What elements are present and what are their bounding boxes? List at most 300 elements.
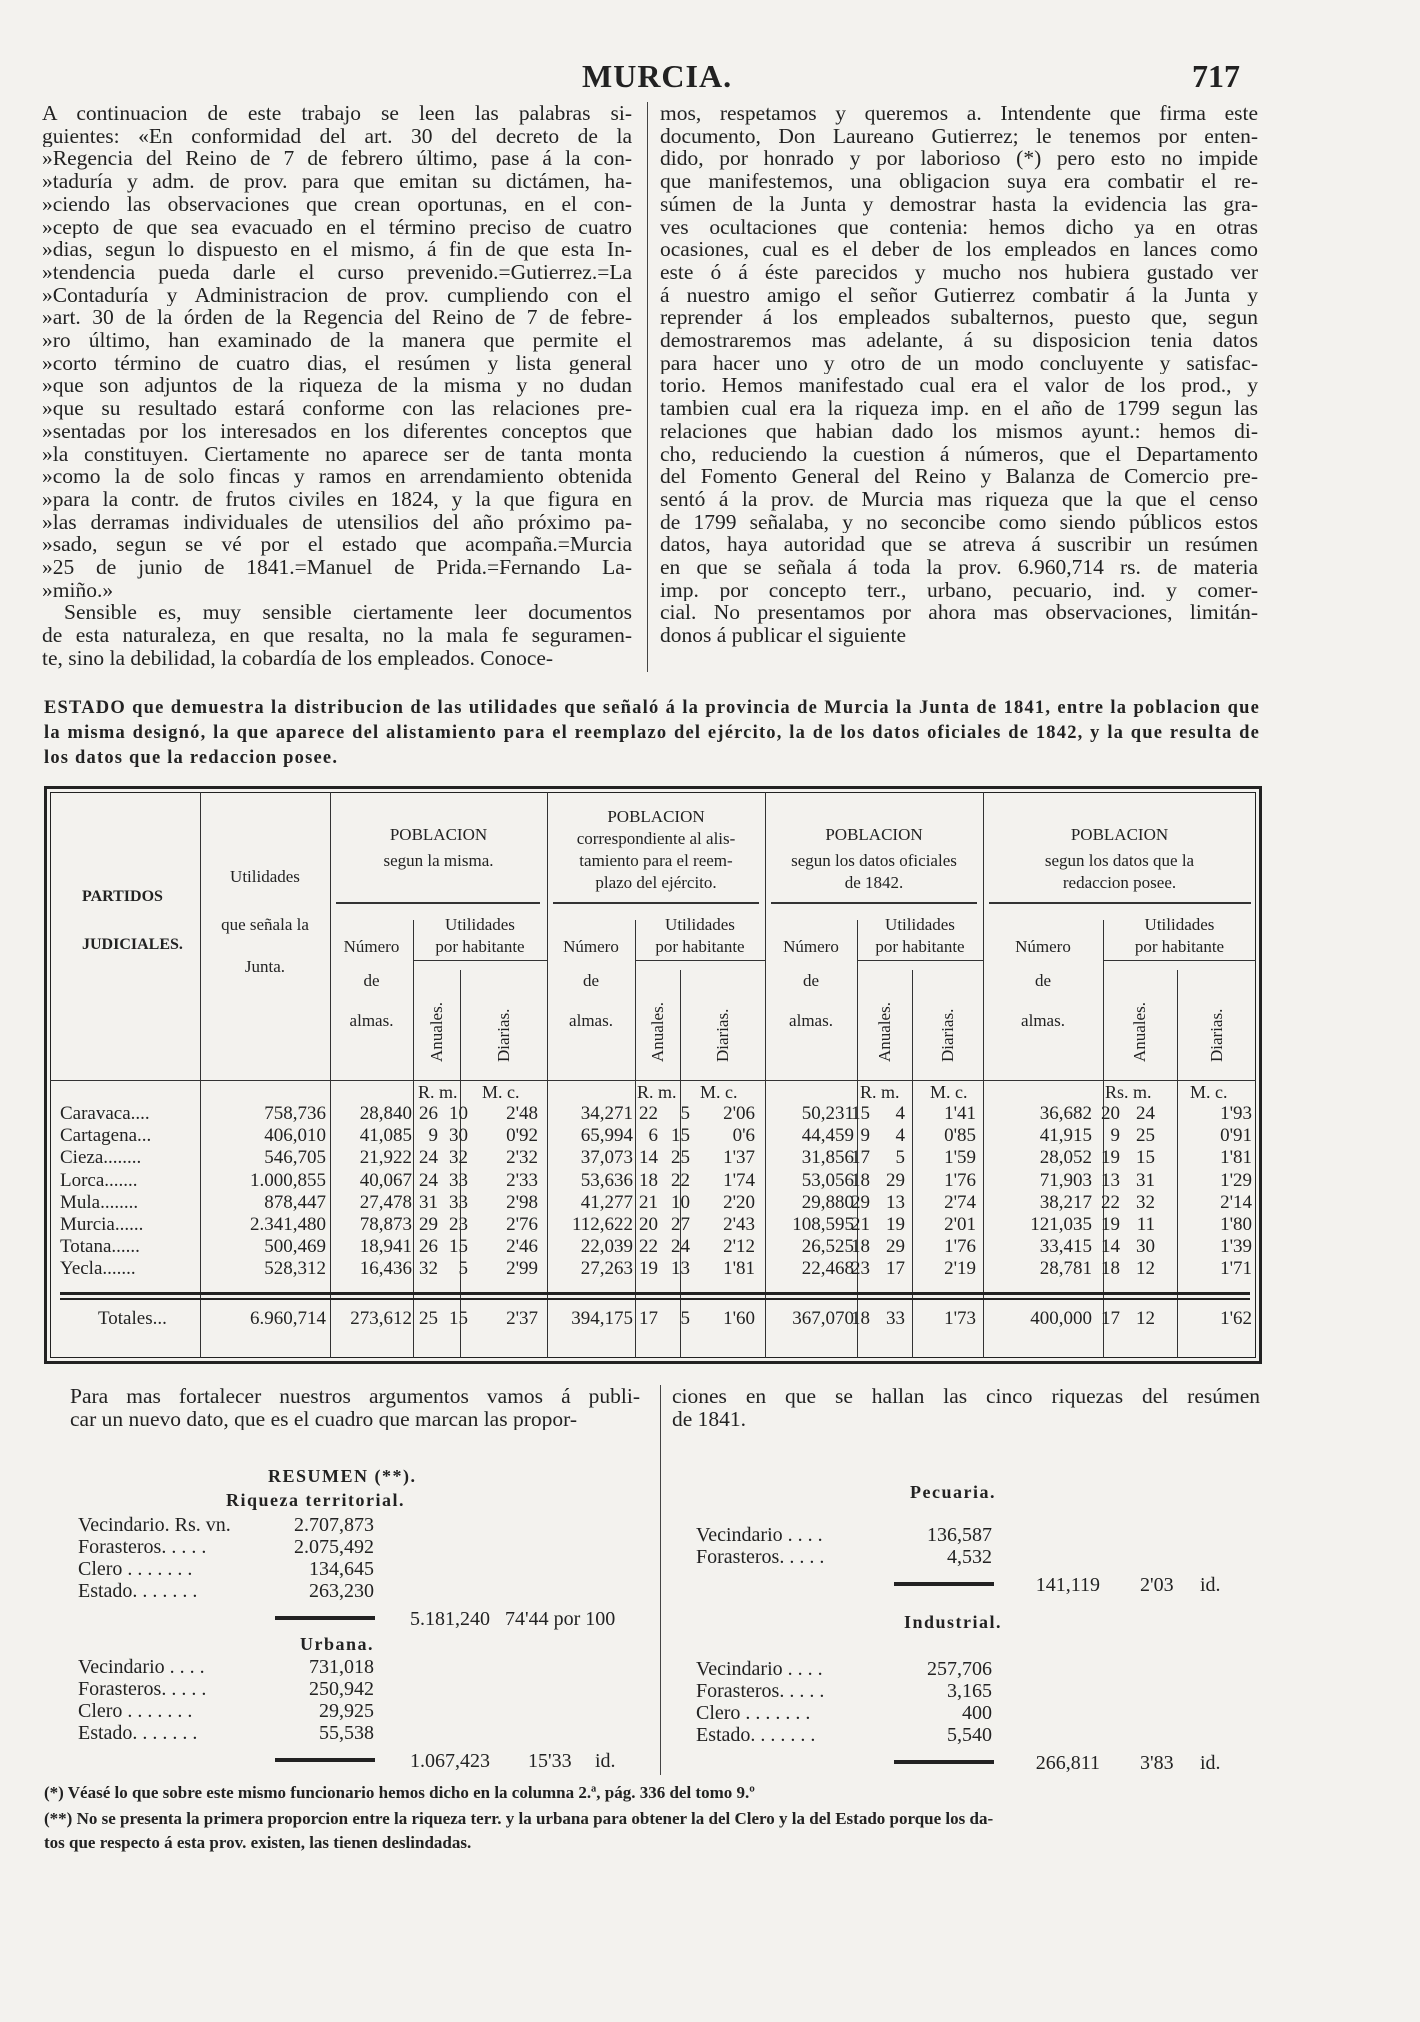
table-cell: 546,705 xyxy=(264,1147,326,1169)
table-cell: Totana...... xyxy=(60,1236,140,1258)
numero-almas-header: de xyxy=(802,971,820,990)
table-cell: 1'37 xyxy=(723,1147,755,1169)
resumen-item-label: Vecindario. Rs. vn. xyxy=(78,1514,231,1536)
numero-almas-header: de xyxy=(363,971,380,990)
resumen-item-label: Forasteros. . . . . xyxy=(78,1678,207,1700)
table-cell: 30 xyxy=(449,1125,468,1147)
resumen-total-pct: 15'33 xyxy=(528,1750,572,1772)
table-cell: 10 xyxy=(449,1103,468,1124)
text-line: imp. por concepto terr., urbano, pecuario, ind. y comer- xyxy=(660,578,1258,602)
resumen-item-label: Clero . . . . . . . xyxy=(78,1700,193,1722)
table-cell: 1'80 xyxy=(1220,1214,1252,1235)
text-line: »la constituyen. Ciertamente no aparece ser de tanta monta xyxy=(42,442,632,466)
table-cell: 14 xyxy=(1101,1236,1120,1258)
table-cell: 22,039 xyxy=(580,1236,633,1258)
page-header-title: MURCIA. xyxy=(582,58,733,94)
table-cell: Yecla....... xyxy=(60,1258,136,1280)
table-cell: 0'85 xyxy=(944,1125,976,1147)
table-cell: 2'12 xyxy=(723,1236,755,1258)
utilidades-por-habitante-header: por habitante xyxy=(435,937,525,956)
numero-almas-header: Número xyxy=(783,937,839,956)
table-row xyxy=(60,1214,1250,1236)
table-cell: 13 xyxy=(886,1191,905,1213)
utilidades-por-habitante-header: por habitante xyxy=(1134,937,1225,956)
text-line: te, sino la debilidad, la cobardía de los empleados. Conoce- xyxy=(42,646,554,670)
table-cell: 28,052 xyxy=(1039,1147,1092,1169)
poblacion-header: correspondiente al alis- xyxy=(576,829,736,848)
text-line: ciones en que se hallan las cinco riquezas del resúmen xyxy=(672,1385,1260,1408)
table-cell: 2'33 xyxy=(506,1169,538,1191)
table-cell: 2'06 xyxy=(723,1103,755,1124)
table-cell: 394,175 xyxy=(571,1308,633,1329)
table-cell: 53,636 xyxy=(580,1169,633,1191)
table-cell: 27 xyxy=(671,1214,690,1235)
resumen-item-value: 136,587 xyxy=(927,1524,992,1546)
text-line: datos, haya autoridad que se atreva á suscribir un resúmen xyxy=(660,533,1258,557)
resumen-total-id: id. xyxy=(595,1750,616,1772)
numero-almas-header: almas. xyxy=(349,1011,394,1030)
table-cell: 19 xyxy=(639,1258,658,1280)
table-cell: 528,312 xyxy=(264,1258,326,1280)
text-line: guientes: «En conformidad del art. 30 del decreto de la xyxy=(42,124,632,148)
table-cell: 6.960,714 xyxy=(250,1308,326,1329)
table-cell: 41,277 xyxy=(580,1191,633,1213)
table-cell: 15 xyxy=(1136,1147,1155,1169)
table-cell: 1'62 xyxy=(1220,1308,1252,1329)
poblacion-header: de 1842. xyxy=(844,873,904,892)
totals-row xyxy=(60,1308,1250,1330)
resumen-item-value: 257,706 xyxy=(927,1658,992,1680)
text-line: relaciones que habian dado los mismos ayunt.: hemos di- xyxy=(660,419,1258,443)
table-cell: 18 xyxy=(851,1169,870,1191)
table-cell: 2'19 xyxy=(944,1258,976,1280)
table-row xyxy=(60,1170,1250,1192)
table-cell: 0'6 xyxy=(732,1125,755,1147)
resumen-total-value: 5.181,240 xyxy=(410,1608,490,1630)
utilidades-por-habitante-header: Utilidades xyxy=(885,915,955,934)
resumen-item-label: Vecindario . . . . xyxy=(696,1524,823,1546)
utilidades-header: que señala la xyxy=(221,915,309,934)
table-cell: 22 xyxy=(671,1169,690,1191)
table-cell: 26,525 xyxy=(801,1236,854,1258)
group-brace xyxy=(336,902,540,904)
left-column-text xyxy=(42,102,632,670)
resumen-item-value: 263,230 xyxy=(309,1580,374,1602)
table-cell: 22 xyxy=(639,1103,658,1124)
text-line: para hacer uno y otro de un modo concluyente y satisfac- xyxy=(660,351,1258,375)
table-cell: 11 xyxy=(1136,1214,1155,1235)
table-cell: Murcia...... xyxy=(60,1214,144,1235)
numero-almas-header: Número xyxy=(1015,937,1071,956)
footnote: tos que respecto á esta prov. existen, las tienen deslindadas. xyxy=(44,1833,472,1852)
table-cell: 5 xyxy=(458,1258,468,1280)
table-cell: 9 xyxy=(428,1125,438,1147)
table-cell: 15 xyxy=(851,1103,870,1124)
table-cell: 1'71 xyxy=(1220,1258,1252,1280)
table-cell: 1'59 xyxy=(944,1147,976,1169)
utilidades-header: Utilidades xyxy=(230,867,300,886)
table-cell: 21 xyxy=(851,1214,870,1235)
table-cell: 40,067 xyxy=(359,1169,412,1191)
diarias-header: Diarias. xyxy=(1206,1008,1226,1062)
table-cell: 18,941 xyxy=(359,1236,412,1258)
anuales-header: Anuales. xyxy=(1130,1002,1149,1062)
resumen-item-label: Forasteros. . . . . xyxy=(696,1680,825,1702)
table-cell: Cartagena... xyxy=(60,1125,152,1147)
resumen-total-bar xyxy=(894,1582,994,1586)
resumen-total-value: 141,119 xyxy=(1035,1574,1100,1596)
anuales-header: Anuales. xyxy=(426,1002,446,1062)
table-cell: 5 xyxy=(680,1308,690,1329)
table-cell: 2'14 xyxy=(1220,1191,1252,1213)
table-cell: 1'81 xyxy=(723,1258,755,1280)
numero-almas-header: almas. xyxy=(1021,1011,1065,1030)
text-line: »art. 30 de la órden de la Regencia del Reino de 7 de febre- xyxy=(42,306,632,330)
resumen-item-value: 4,532 xyxy=(947,1546,992,1568)
table-cell: 2'01 xyxy=(944,1214,976,1235)
text-line: súmen de la Junta y demostrar hasta la evidencia las gra- xyxy=(660,192,1258,216)
table-cell: 21,922 xyxy=(359,1147,412,1169)
text-line: »para la contr. de frutos civiles en 1824, y la que figura en xyxy=(42,487,632,511)
resumen-total-bar xyxy=(275,1616,375,1620)
bottom-left-text xyxy=(70,1385,640,1430)
unit-label: R. m. xyxy=(637,1082,677,1102)
diarias-header: Diarias. xyxy=(493,1008,513,1062)
text-line: A continuacion de este trabajo se leen las palabras si- xyxy=(42,102,632,125)
table-cell: 1'76 xyxy=(944,1169,976,1191)
table-cell: Lorca....... xyxy=(60,1169,138,1191)
table-cell: 17 xyxy=(851,1147,870,1169)
diarias-header: Diarias. xyxy=(712,1008,732,1062)
column-divider xyxy=(647,102,648,672)
resumen-item-value: 250,942 xyxy=(309,1678,374,1700)
text-line: sentó á la prov. de Murcia mas riqueza que la que el censo xyxy=(660,487,1258,511)
text-line: »Regencia del Reino de 7 de febrero último, pase á la con- xyxy=(42,147,632,171)
totals-rule xyxy=(60,1292,1250,1295)
text-line: ocasiones, cual es el deber de los empleados en lances como xyxy=(660,238,1258,261)
numero-almas-header: almas. xyxy=(569,1011,613,1030)
text-line: demostraremos mas adelante, á su disposicion tenia datos xyxy=(660,329,1258,352)
resumen-item-label: Estado. . . . . . . xyxy=(78,1580,198,1602)
table-cell: 108,595 xyxy=(792,1214,854,1235)
text-line: ves ocultaciones que contenia: hemos dicho ya en otras xyxy=(660,215,1258,239)
table-cell: 28,781 xyxy=(1039,1258,1092,1280)
unit-label: M. c. xyxy=(930,1082,968,1102)
table-cell: 2'32 xyxy=(506,1147,538,1169)
table-cell: 20 xyxy=(639,1214,658,1235)
group-brace xyxy=(989,902,1251,904)
table-cell: 41,915 xyxy=(1039,1125,1092,1147)
table-cell: 29 xyxy=(886,1169,905,1191)
table-caption: ESTADO que demuestra la distribucion de las utilidades que señaló á la provincia de Murcia la Junta de 1841, entre la poblacion que la misma designó, la que aparece del alistamiento para el reemplazo del ejército, la de los datos oficiales de 1842, y la que resulta de los datos que la redaccion posee. xyxy=(44,698,1260,768)
table-cell: 15 xyxy=(671,1125,690,1147)
table-row xyxy=(60,1192,1250,1214)
table-cell: 38,217 xyxy=(1039,1191,1092,1213)
resumen-total-pct: 3'83 xyxy=(1140,1752,1174,1774)
resumen-total-id: id. xyxy=(1200,1574,1221,1596)
table-cell: 14 xyxy=(639,1147,658,1169)
table-cell: 29 xyxy=(419,1214,438,1235)
table-cell: 1'93 xyxy=(1220,1103,1252,1124)
table-cell: 31 xyxy=(1136,1169,1155,1191)
text-line: »que son adjuntos de la riqueza de la misma y no dudan xyxy=(42,374,632,398)
table-cell: 32 xyxy=(419,1258,438,1280)
table-cell: 878,447 xyxy=(264,1191,326,1213)
table-cell: 24 xyxy=(1136,1103,1155,1124)
group-brace xyxy=(553,902,759,904)
table-cell: 65,994 xyxy=(580,1125,633,1147)
table-cell: 12 xyxy=(1136,1308,1155,1329)
table-cell: 9 xyxy=(860,1125,870,1147)
footnote: (**) No se presenta la primera proporcion entre la riqueza terr. y la urbana para obtener la del Clero y la del Estado porque los da- xyxy=(44,1809,994,1828)
table-cell: Cieza........ xyxy=(60,1147,142,1169)
table-cell: 26 xyxy=(419,1103,438,1124)
table-cell: 12 xyxy=(1136,1258,1155,1280)
table-cell: 273,612 xyxy=(350,1308,412,1329)
numero-almas-header: almas. xyxy=(789,1011,833,1030)
table-cell: 53,056 xyxy=(801,1169,854,1191)
table-cell: 19 xyxy=(1101,1214,1120,1235)
resumen-item-value: 731,018 xyxy=(309,1656,374,1678)
table-cell: 2'46 xyxy=(506,1236,538,1258)
text-line: mos, respetamos y queremos a. Intendente que firma este xyxy=(660,102,1258,125)
table-cell: 34,271 xyxy=(580,1103,633,1124)
utilidades-rule xyxy=(413,960,547,961)
table-cell: 6 xyxy=(648,1125,658,1147)
resumen-item-label: Forasteros. . . . . xyxy=(78,1536,207,1558)
table-cell: 17 xyxy=(886,1258,905,1280)
resumen-item-label: Vecindario . . . . xyxy=(696,1658,823,1680)
table-cell: 24 xyxy=(419,1169,438,1191)
poblacion-header: plazo del ejército. xyxy=(595,873,717,892)
table-cell: 2'98 xyxy=(506,1191,538,1213)
table-cell: 29 xyxy=(851,1191,870,1213)
table-cell: 1.000,855 xyxy=(250,1169,326,1191)
resumen-item-label: Estado. . . . . . . xyxy=(696,1724,816,1746)
resumen-item-label: Forasteros. . . . . xyxy=(696,1546,825,1568)
text-line: car un nuevo dato, que es el cuadro que marcan las propor- xyxy=(70,1407,578,1431)
table-cell: 112,622 xyxy=(571,1214,633,1235)
page-number: 717 xyxy=(1192,58,1240,94)
resumen-total-value: 1.067,423 xyxy=(410,1750,490,1772)
resumen-item-value: 400 xyxy=(962,1702,992,1724)
text-line: »sado, segun se vé por el estado que acompaña.=Murcia xyxy=(42,533,632,557)
text-line: »sentadas por los interesados en los diferentes conceptos que xyxy=(42,419,632,443)
partidos-header: JUDICIALES. xyxy=(82,936,183,953)
table-cell: 22,468 xyxy=(801,1258,854,1280)
table-cell: 33 xyxy=(449,1191,468,1213)
text-line: »cepto de que sea evacuado en el término preciso de cuatro xyxy=(42,215,632,239)
table-cell: 0'92 xyxy=(506,1125,538,1147)
territorial-title: Riqueza territorial. xyxy=(226,1490,405,1510)
text-line: »las derramas individuales de utensilios del año próximo pa- xyxy=(42,510,632,534)
partidos-header: PARTIDOS xyxy=(82,888,163,905)
text-line: de esta naturaleza, en que resalta, no la mala fe seguramen- xyxy=(42,624,632,647)
table-cell: 15 xyxy=(449,1308,468,1329)
table-cell: 367,070 xyxy=(792,1308,854,1329)
table-cell: 1'74 xyxy=(723,1169,755,1191)
utilidades-rule xyxy=(857,960,983,961)
resumen-total-bar xyxy=(275,1758,375,1762)
table-cell: 1'73 xyxy=(944,1308,976,1329)
resumen-total-pct: 74'44 por 100 xyxy=(505,1608,616,1630)
table-cell: 33,415 xyxy=(1039,1236,1092,1258)
table-cell: 121,035 xyxy=(1030,1214,1092,1235)
unit-label: R. m. xyxy=(860,1082,900,1102)
anuales-header: Anuales. xyxy=(647,1002,667,1062)
utilidades-por-habitante-header: Utilidades xyxy=(665,915,735,934)
table-cell: 2'20 xyxy=(723,1191,755,1213)
table-cell: 29,880 xyxy=(801,1191,854,1213)
group-brace xyxy=(771,902,977,904)
text-line: »taduría y adm. de prov. para que emitan su dictámen, ha- xyxy=(42,170,632,193)
table-cell: 1'41 xyxy=(944,1103,976,1124)
text-line: »que su resultado estará conforme con las relaciones pre- xyxy=(42,397,632,420)
table-cell: 30 xyxy=(1136,1236,1155,1258)
utilidades-header: Junta. xyxy=(244,957,286,976)
text-line: »miño.» xyxy=(42,578,114,602)
table-cell: 32 xyxy=(449,1147,468,1169)
table-cell: 36,682 xyxy=(1039,1103,1092,1124)
text-line: Sensible es, muy sensible ciertamente leer documentos xyxy=(64,601,632,625)
resumen-item-label: Estado. . . . . . . xyxy=(78,1722,198,1744)
text-line: »ciendo las observaciones que crean oportunas, en el con- xyxy=(42,192,632,216)
table-cell: 13 xyxy=(1101,1169,1120,1191)
utilidades-por-habitante-header: Utilidades xyxy=(1144,915,1215,934)
poblacion-header: POBLACION xyxy=(389,825,488,844)
numero-almas-header: de xyxy=(1034,971,1052,990)
text-line: este ó á éste parecidos y mucho nos hubiera gustado ver xyxy=(660,260,1258,284)
urbana-title: Urbana. xyxy=(300,1634,375,1654)
resumen-total-id: id. xyxy=(1200,1752,1221,1774)
text-line: »ro último, han examinado de la manera que permite el xyxy=(42,329,632,352)
table-cell: 18 xyxy=(1101,1258,1120,1280)
table-cell: 2'76 xyxy=(506,1214,538,1235)
table-row xyxy=(60,1147,1250,1169)
column-divider xyxy=(660,1385,661,1775)
table-cell: Mula........ xyxy=(60,1191,139,1213)
table-cell: 4 xyxy=(895,1103,905,1124)
table-cell: 400,000 xyxy=(1030,1308,1092,1329)
text-line: torio. Hemos manifestado cual era el valor de los prod., y xyxy=(660,374,1258,398)
table-cell: 18 xyxy=(851,1308,870,1329)
unit-label: Rs. m. xyxy=(1105,1082,1152,1102)
table-cell: 1'76 xyxy=(944,1236,976,1258)
resumen-item-value: 2.075,492 xyxy=(294,1536,374,1558)
numero-almas-header: de xyxy=(582,971,600,990)
resumen-item-label: Clero . . . . . . . xyxy=(696,1702,811,1724)
table-cell: 2'74 xyxy=(944,1191,976,1213)
table-cell: 22 xyxy=(1101,1191,1120,1213)
text-line: »dias, segun lo dispuesto en el mismo, á fin de que esta In- xyxy=(42,238,632,261)
text-line: á nuestro amigo el señor Gutierrez combatir á la Junta y xyxy=(660,283,1258,307)
table-cell: 16,436 xyxy=(359,1258,412,1280)
table-header-rule xyxy=(50,1080,1256,1081)
text-line: en que se señala á toda la prov. 6.960,714 rs. de materia xyxy=(660,556,1258,579)
table-cell: 20 xyxy=(1101,1103,1120,1124)
table-cell: 17 xyxy=(1101,1308,1120,1329)
bottom-right-text xyxy=(672,1385,1260,1430)
numero-almas-header: Número xyxy=(563,937,619,956)
text-line: »tendencia pueda darle el curso prevenido.=Gutierrez.=La xyxy=(42,260,632,284)
table-cell: 2'37 xyxy=(506,1308,538,1329)
table-cell: 2'43 xyxy=(723,1214,755,1235)
footnote: (*) Véasé lo que sobre este mismo funcionario hemos dicho en la columna 2.ª, pág. 336 del tomo 9.º xyxy=(44,1783,755,1802)
table-cell: 25 xyxy=(671,1147,690,1169)
text-line: Para mas fortalecer nuestros argumentos vamos á publi- xyxy=(70,1385,640,1408)
utilidades-por-habitante-header: por habitante xyxy=(655,937,745,956)
resumen-item-value: 134,645 xyxy=(309,1558,374,1580)
text-line: documento, Don Laureano Gutierrez; le tenemos por enten- xyxy=(660,124,1258,148)
utilidades-por-habitante-header: por habitante xyxy=(875,937,965,956)
table-cell: 33 xyxy=(886,1308,905,1329)
unit-label: M. c. xyxy=(482,1082,520,1102)
table-cell: 2'48 xyxy=(506,1103,538,1124)
table-cell: 2'99 xyxy=(506,1258,538,1280)
text-line: reprender á los empleados subalternos, puesto que, segun xyxy=(660,306,1258,330)
resumen-item-value: 3,165 xyxy=(947,1680,992,1702)
table-cell: 50,231 xyxy=(801,1103,854,1124)
table-cell: 27,263 xyxy=(580,1258,633,1280)
table-cell: 23 xyxy=(449,1214,468,1235)
table-cell: 78,873 xyxy=(359,1214,412,1235)
industrial-title: Industrial. xyxy=(904,1612,1003,1632)
numero-almas-header: Número xyxy=(343,937,400,956)
text-line: »25 de junio de 1841.=Manuel de Prida.=Fernando La- xyxy=(42,556,632,579)
poblacion-header: redaccion posee. xyxy=(1062,873,1177,892)
text-line: »Contaduría y Administracion de prov. cumpliendo con el xyxy=(42,283,632,307)
text-line: donos á publicar el siguiente xyxy=(660,624,906,647)
resumen-item-label: Clero . . . . . . . xyxy=(78,1558,193,1580)
table-cell: 19 xyxy=(886,1214,905,1235)
poblacion-header: POBLACION xyxy=(607,807,705,826)
table-cell: 71,903 xyxy=(1039,1169,1092,1191)
poblacion-header: segun los datos que la xyxy=(1044,851,1195,870)
poblacion-header: segun la misma. xyxy=(383,851,494,870)
resumen-item-value: 5,540 xyxy=(947,1724,992,1746)
table-cell: 31 xyxy=(419,1191,438,1213)
right-column-text xyxy=(660,102,1258,647)
table-cell: 25 xyxy=(419,1308,438,1329)
table-cell: 33 xyxy=(449,1169,468,1191)
table-cell: 24 xyxy=(419,1147,438,1169)
table-cell: 1'81 xyxy=(1220,1147,1252,1169)
table-cell: 26 xyxy=(419,1236,438,1258)
table-cell: 28,840 xyxy=(359,1103,412,1124)
table-cell: Totales... xyxy=(98,1308,167,1329)
table-cell: 2.341,480 xyxy=(250,1214,326,1235)
table-cell: Caravaca.... xyxy=(60,1103,150,1124)
poblacion-header: tamiento para el reem- xyxy=(579,851,733,870)
text-line: dido, por honrado y por laborioso (*) pero esto no impide xyxy=(660,147,1258,171)
resumen-item-value: 55,538 xyxy=(319,1722,374,1744)
resumen-total-value: 266,811 xyxy=(1035,1752,1100,1774)
table-cell: 25 xyxy=(1136,1125,1155,1147)
resumen-total-pct: 2'03 xyxy=(1140,1574,1174,1596)
table-cell: 44,459 xyxy=(801,1125,854,1147)
utilidades-rule xyxy=(635,960,765,961)
table-cell: 4 xyxy=(895,1125,905,1147)
text-line: cial. No presentamos por ahora mas observaciones, limitán- xyxy=(660,601,1258,625)
table-cell: 29 xyxy=(886,1236,905,1258)
table-cell: 23 xyxy=(851,1258,870,1280)
table-row xyxy=(60,1125,1250,1147)
table-cell: 41,085 xyxy=(359,1125,412,1147)
text-line: que manifestemos, una obligacion suya era combatir el re- xyxy=(660,170,1258,193)
table-cell: 5 xyxy=(680,1103,690,1124)
utilidades-rule xyxy=(1103,960,1256,961)
resumen-title: RESUMEN (**). xyxy=(268,1466,417,1486)
